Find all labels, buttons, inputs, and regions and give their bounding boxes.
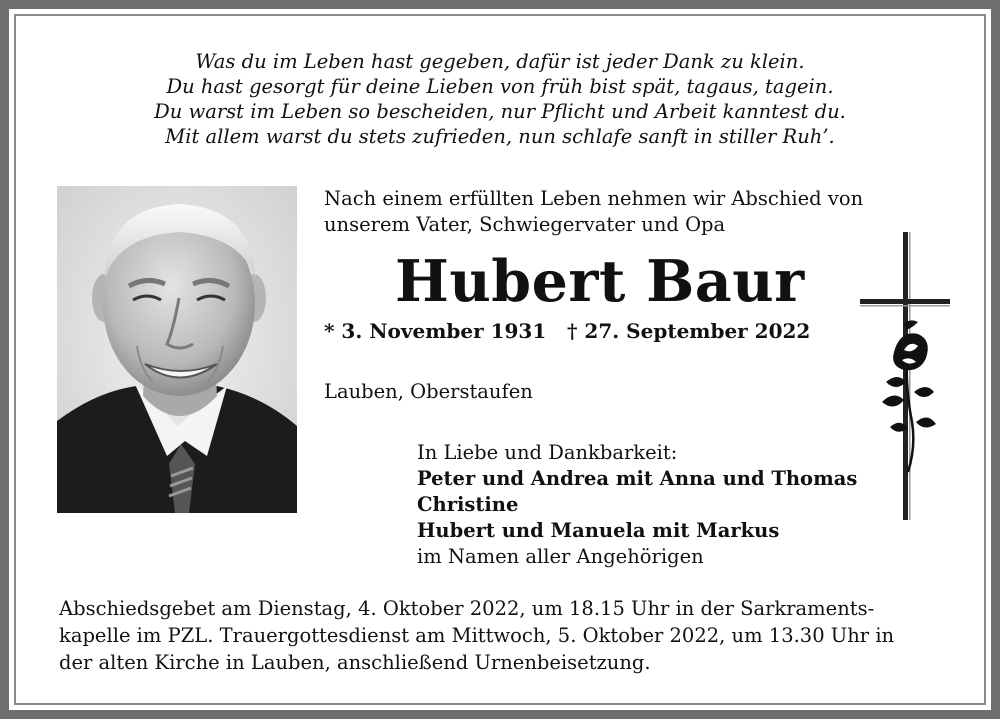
deceased-name: Hubert Baur — [395, 248, 805, 315]
intro-line: unserem Vater, Schwiegervater und Opa — [324, 213, 726, 236]
life-dates — [324, 317, 811, 345]
funeral-notice — [59, 595, 959, 676]
cross-with-rose-icon-graphic — [846, 232, 956, 522]
mourner-name: Christine — [417, 493, 519, 516]
portrait-illustration — [57, 186, 297, 513]
poem-line: Was du im Leben hast gegeben, dafür ist jeder Dank zu klein. — [195, 50, 805, 73]
mourner-name: Peter und Andrea mit Anna und Thomas — [417, 467, 858, 490]
poem-line: Mit allem warst du stets zufrieden, nun schlafe sanft in stiller Ruh’. — [165, 125, 835, 148]
notice-line: Abschiedsgebet am Dienstag, 4. Oktober 2022, um 18.15 Uhr in der Sarkraments- — [59, 597, 875, 620]
death-date: † 27. September 2022 — [567, 319, 811, 343]
notice-line: der alten Kirche in Lauben, anschließend Urnenbeisetzung. — [59, 651, 651, 674]
poem-line: Du warst im Leben so bescheiden, nur Pflicht und Arbeit kanntest du. — [154, 100, 846, 123]
notice-line: kapelle im PZL. Trauergottesdienst am Mittwoch, 5. Oktober 2022, um 13.30 Uhr in — [59, 624, 895, 647]
poem — [0, 49, 1000, 149]
mourners-block — [417, 440, 857, 570]
portrait-photo — [57, 186, 297, 513]
mourners-heading: In Liebe und Dankbarkeit: — [417, 441, 678, 464]
intro-line: Nach einem erfüllten Leben nehmen wir Abschied von — [324, 187, 864, 210]
birth-date: * 3. November 1931 — [324, 319, 547, 343]
mourner-name: Hubert und Manuela mit Markus — [417, 519, 780, 542]
residence: Lauben, Oberstaufen — [324, 380, 533, 403]
intro-text — [324, 186, 863, 238]
cross-with-rose-icon — [846, 232, 956, 522]
mourners-closing: im Namen aller Angehörigen — [417, 545, 704, 568]
poem-line: Du hast gesorgt für deine Lieben von früh bist spät, tagaus, tagein. — [166, 75, 834, 98]
